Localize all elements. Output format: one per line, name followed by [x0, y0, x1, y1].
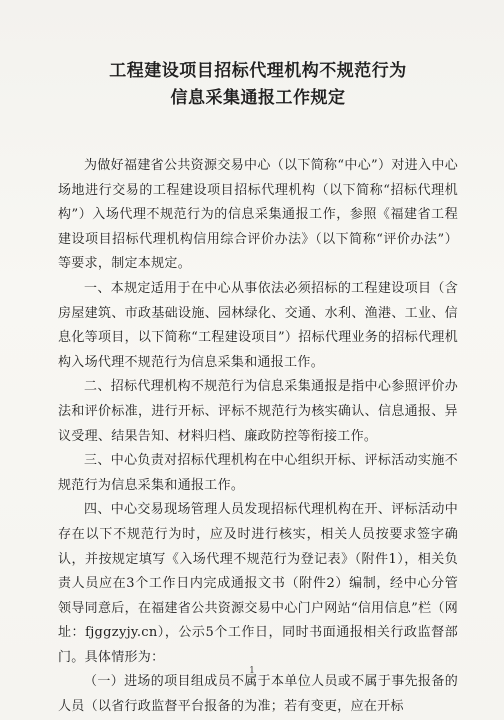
paragraph-article-2: 二、招标代理机构不规范行为信息采集通报是指中心参照评价办法和评价标准，进行开标、评标不规范行为核实确认、信息通报、异议受理、结果告知、材料归档、廉政防控等衔接工作。	[58, 379, 458, 444]
paragraph-article-1: 一、本规定适用于在中心从事依法必须招标的工程建设项目（含房屋建筑、市政基础设施、园林绿化、交通、水利、渔港、工业、信息化等项目，以下简称“工程建设项目”）招标代理业务的招标代理机构入场代理不规范行为信息采集和通报工作。	[58, 280, 458, 370]
paragraph-item-1: （一）进场的项目组成员不属于本单位人员或不属于事先报备的人员（以省行政监督平台报备的为准；若有变更，应在开标	[58, 674, 458, 715]
document-body	[58, 154, 458, 720]
paragraph-article-3: 三、中心负责对招标代理机构在中心组织开标、评标活动实施不规范行为信息采集和通报工作。	[58, 453, 458, 493]
title-line-2: 信息采集通报工作规定	[170, 88, 346, 108]
paragraph-article-4: 四、中心交易现场管理人员发现招标代理机构在开、评标活动中存在以下不规范行为时，应及时进行核实，相关人员按要求签字确认，并按规定填写《入场代理不规范行为登记表》（附件1），相关负责人员应在3个工作日内完成通报文书（附件2）编制，经中心分管领导同意后，在福建省公共资源交易中心门户网站“信用信息”栏（网址：fjggzyjy.cn），公示5个工作日，同时书面通报相关行政监督部门。具体情形为：	[58, 502, 458, 665]
document-title	[58, 58, 458, 112]
paragraph-intro: 为做好福建省公共资源交易中心（以下简称“中心”）对进入中心场地进行交易的工程建设项目招标代理机构（以下简称“招标代理机构”）入场代理不规范行为的信息采集通报工作，参照《福建省工程建设项目招标代理机构信用综合评价办法》（以下简称“评价办法”）等要求，制定本规定。	[58, 158, 458, 272]
title-line-1: 工程建设项目招标代理机构不规范行为	[109, 61, 407, 81]
page-number: 1	[249, 666, 255, 676]
